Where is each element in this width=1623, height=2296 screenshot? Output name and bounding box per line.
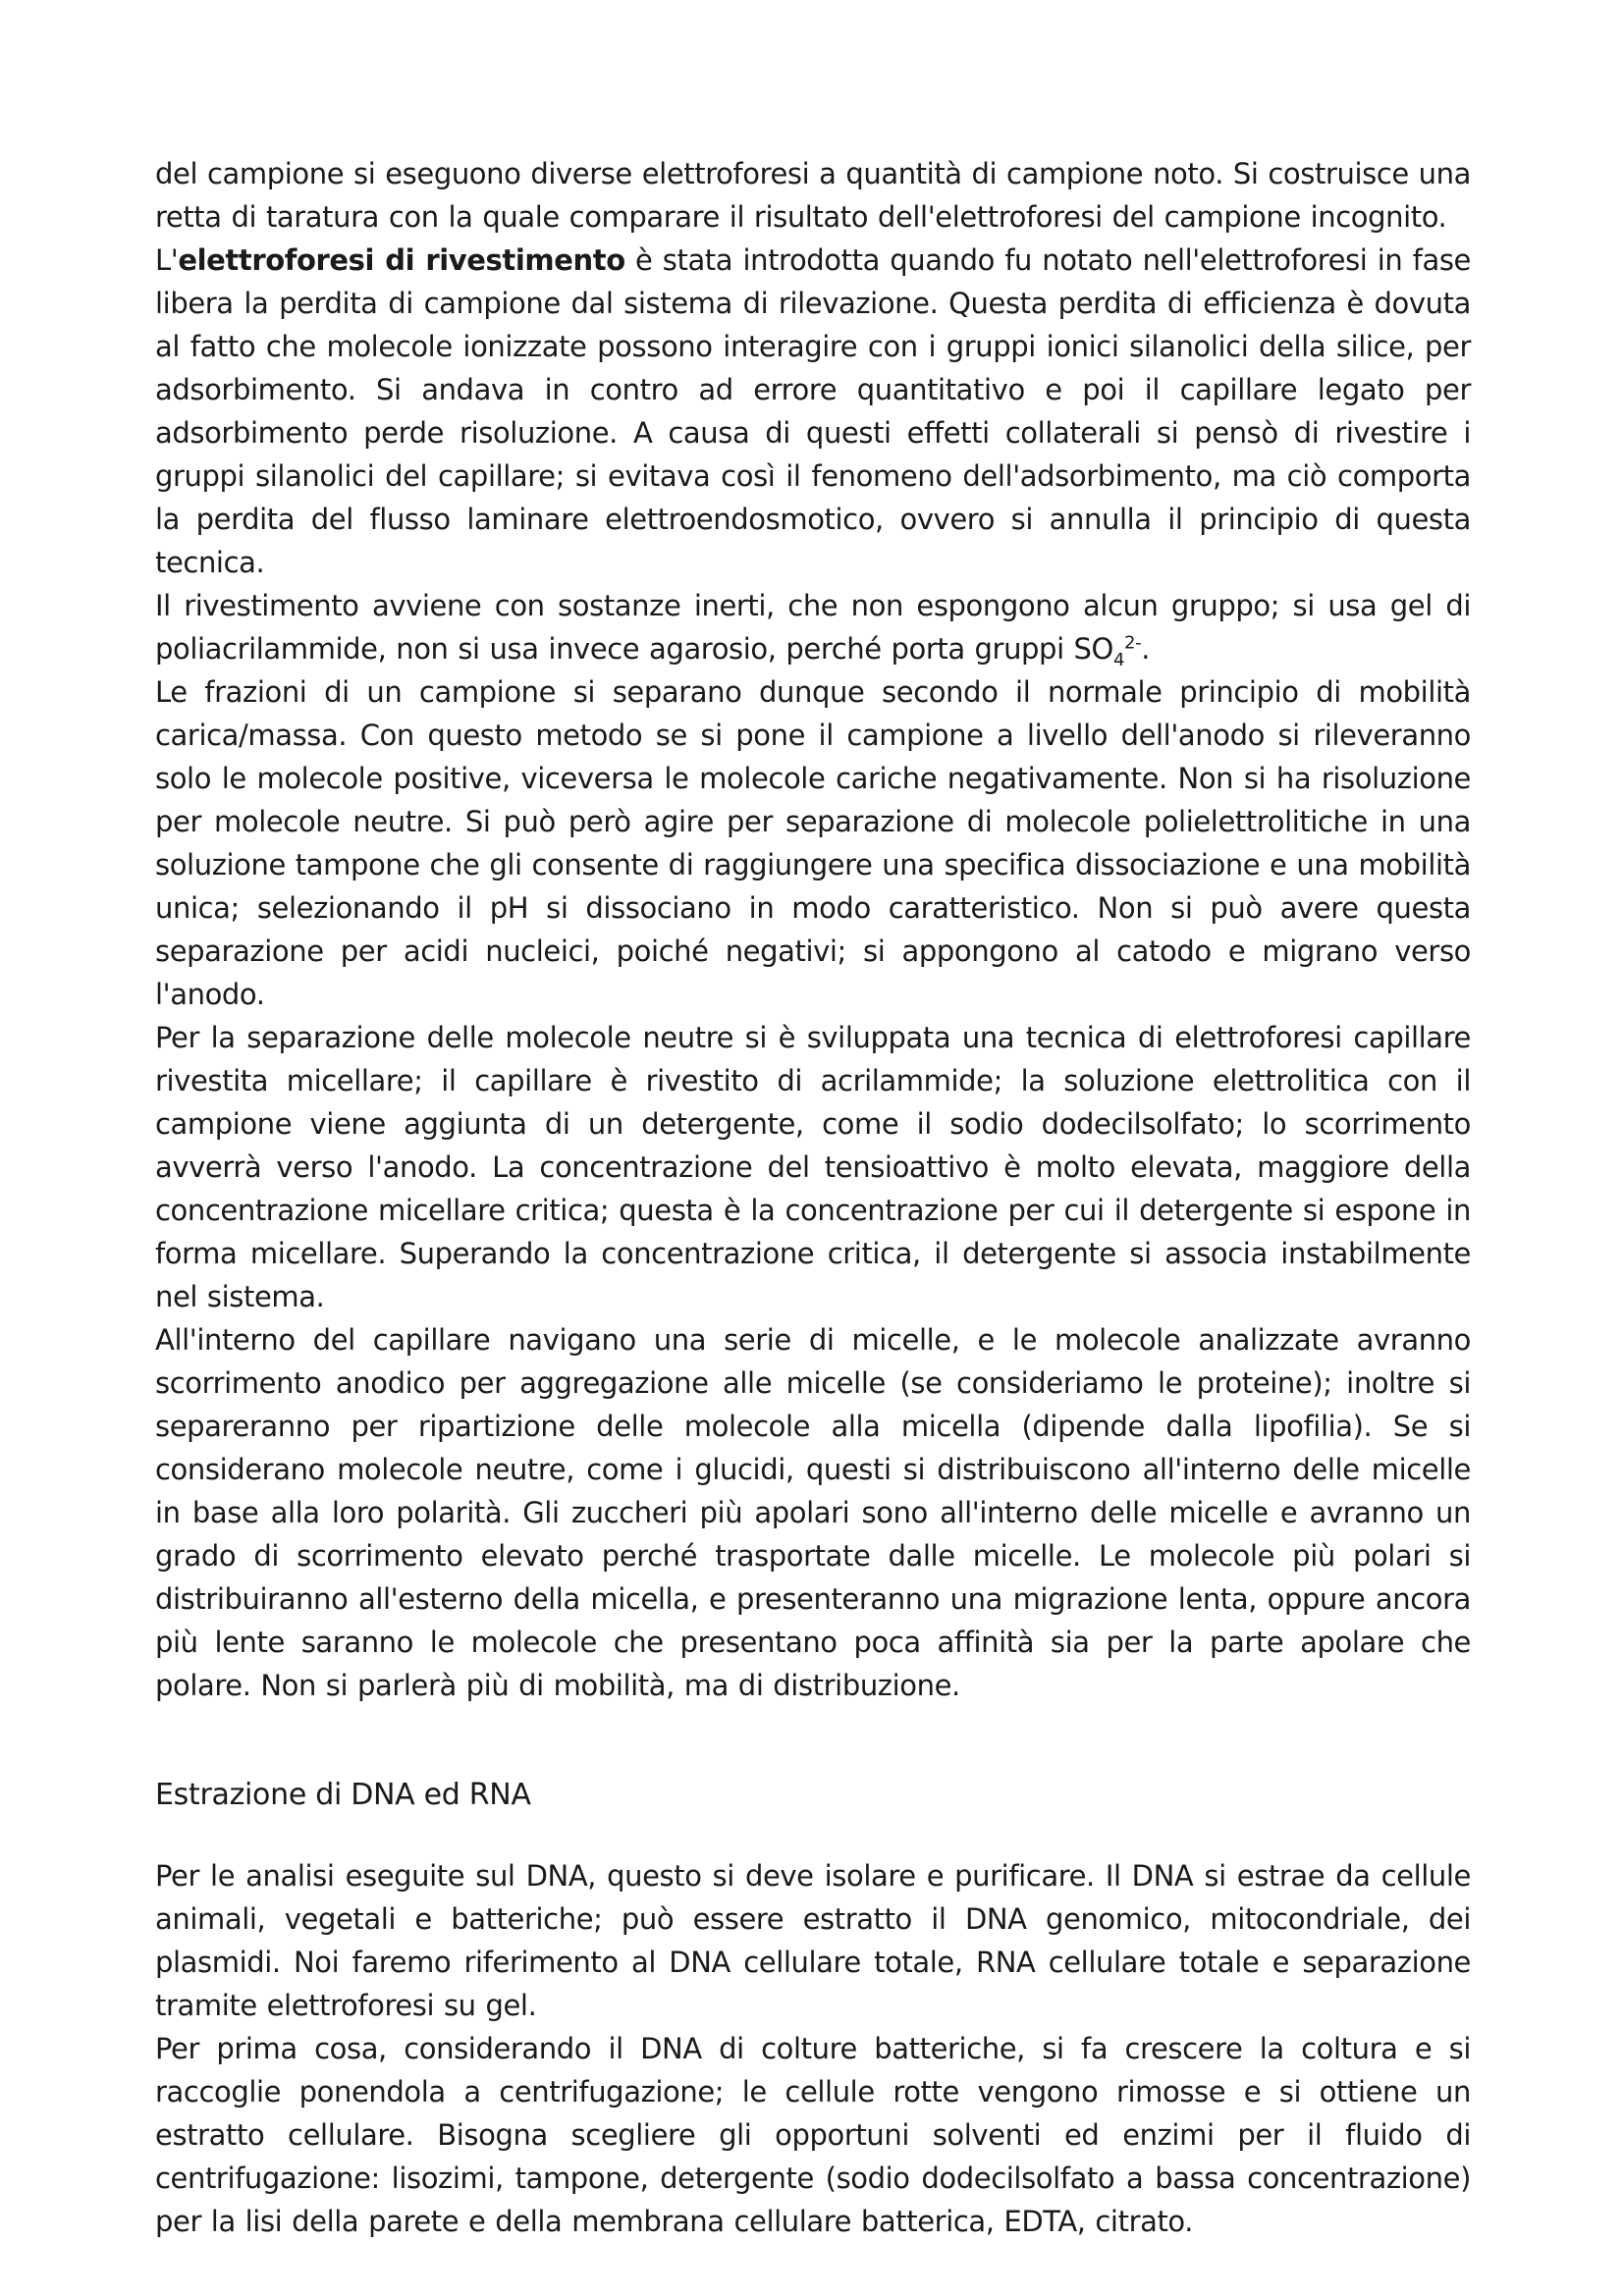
paragraph-taratura: del campione si eseguono diverse elettroforesi a quantità di campione noto. Si costruisce una retta di taratura con la quale comparare il risultato dell'elettroforesi del campione incognito. <box>155 157 1471 234</box>
superscript-charge: 2- <box>1124 632 1142 654</box>
paragraph-frazioni-campione: Le frazioni di un campione si separano dunque secondo il normale principio di mobilità carica/massa. Con questo metodo se si pone il campione a livello dell'anodo si rileveranno solo le molecole positive, viceversa le molecole cariche negativamente. Non si ha risoluzione per molecole neutre. Si può però agire per separazione di molecole polielettrolitiche in una soluzione tampone che gli consente di raggiungere una specifica dissociazione e una mobilità unica; selezionando il pH si dissociano in modo caratteristico. Non si può avere questa separazione per acidi nucleici, poiché negativi; si appongono al catodo e migrano verso l'anodo. <box>155 675 1471 1011</box>
paragraph-prefix: L' <box>155 243 179 277</box>
subscript-4: 4 <box>1112 649 1125 670</box>
bold-term-elettroforesi-rivestimento: elettroforesi di rivestimento <box>178 243 625 277</box>
paragraph-end: . <box>1141 632 1151 666</box>
paragraph-body: è stata introdotta quando fu notato nell'elettroforesi in fase libera la perdita di campione dal sistema di rilevazione. Questa perdita di efficienza è dovuta al fatto che molecole ionizzate possono interagire con i gruppi ionici silanolici della silice, per adsorbimento. Si andava in contro ad errore quantitativo e poi il capillare legato per adsorbimento perde risoluzione. A causa di questi effetti collaterali si pensò di rivestire i gruppi silanolici del capillare; si evitava così il fenomeno dell'adsorbimento, ma ciò comporta la perdita del flusso laminare elettroendosmotico, ovvero si annulla il principio di questa tecnica. <box>155 243 1471 579</box>
paragraph-micelle: All'interno del capillare navigano una serie di micelle, e le molecole analizzate avranno scorrimento anodico per aggregazione alle micelle (se consideriamo le proteine); inoltre si separeranno per ripartizione delle molecole alla micella (dipende dalla lipofilia). Se si considerano molecole neutre, come i glucidi, questi si distribuiscono all'interno delle micelle in base alla loro polarità. Gli zuccheri più apolari sono all'interno delle micelle e avranno un grado di scorrimento elevato perché trasportate dalle micelle. Le molecole più polari si distribuiranno all'esterno della micella, e presenteranno una migrazione lenta, oppure ancora più lente saranno le molecole che presentano poca affinità sia per la parte apolare che polare. Non si parlerà più di mobilità, ma di distribuzione. <box>155 1323 1471 1702</box>
paragraph-elettroforesi-rivestimento <box>155 239 1471 584</box>
document-page <box>155 152 1471 2243</box>
section-heading-estrazione: Estrazione di DNA ed RNA <box>155 1778 531 1812</box>
paragraph-body: Il rivestimento avviene con sostanze inerti, che non espongono alcun gruppo; si usa gel di poliacrilammide, non si usa invece agarosio, perché porta gruppi SO <box>155 589 1471 666</box>
paragraph-colture-batteriche: Per prima cosa, considerando il DNA di colture batteriche, si fa crescere la coltura e si raccoglie ponendola a centrifugazione; le cellule rotte vengono rimosse e si ottiene un estratto cellulare. Bisogna scegliere gli opportuni solventi ed enzimi per il fluido di centrifugazione: lisozimi, tampone, detergente (sodio dodecilsolfato a bassa concentrazione) per la lisi della parete e della membrana cellulare batterica, EDTA, citrato. <box>155 2032 1471 2238</box>
paragraph-rivestimento-inerti <box>155 584 1471 670</box>
paragraph-molecole-neutre: Per la separazione delle molecole neutre si è sviluppata una tecnica di elettroforesi capillare rivestita micellare; il capillare è rivestito di acrilammide; la soluzione elettrolitica con il campione viene aggiunta di un detergente, come il sodio dodecilsolfato; lo scorrimento avverrà verso l'anodo. La concentrazione del tensioattivo è molto elevata, maggiore della concentrazione micellare critica; questa è la concentrazione per cui il detergente si espone in forma micellare. Superando la concentrazione critica, il detergente si associa instabilmente nel sistema. <box>155 1021 1471 1313</box>
paragraph-analisi-dna: Per le analisi eseguite sul DNA, questo si deve isolare e purificare. Il DNA si estrae da cellule animali, vegetali e batteriche; può essere estratto il DNA genomico, mitocondriale, dei plasmidi. Noi faremo riferimento al DNA cellulare totale, RNA cellulare totale e separazione tramite elettroforesi su gel. <box>155 1859 1471 2022</box>
